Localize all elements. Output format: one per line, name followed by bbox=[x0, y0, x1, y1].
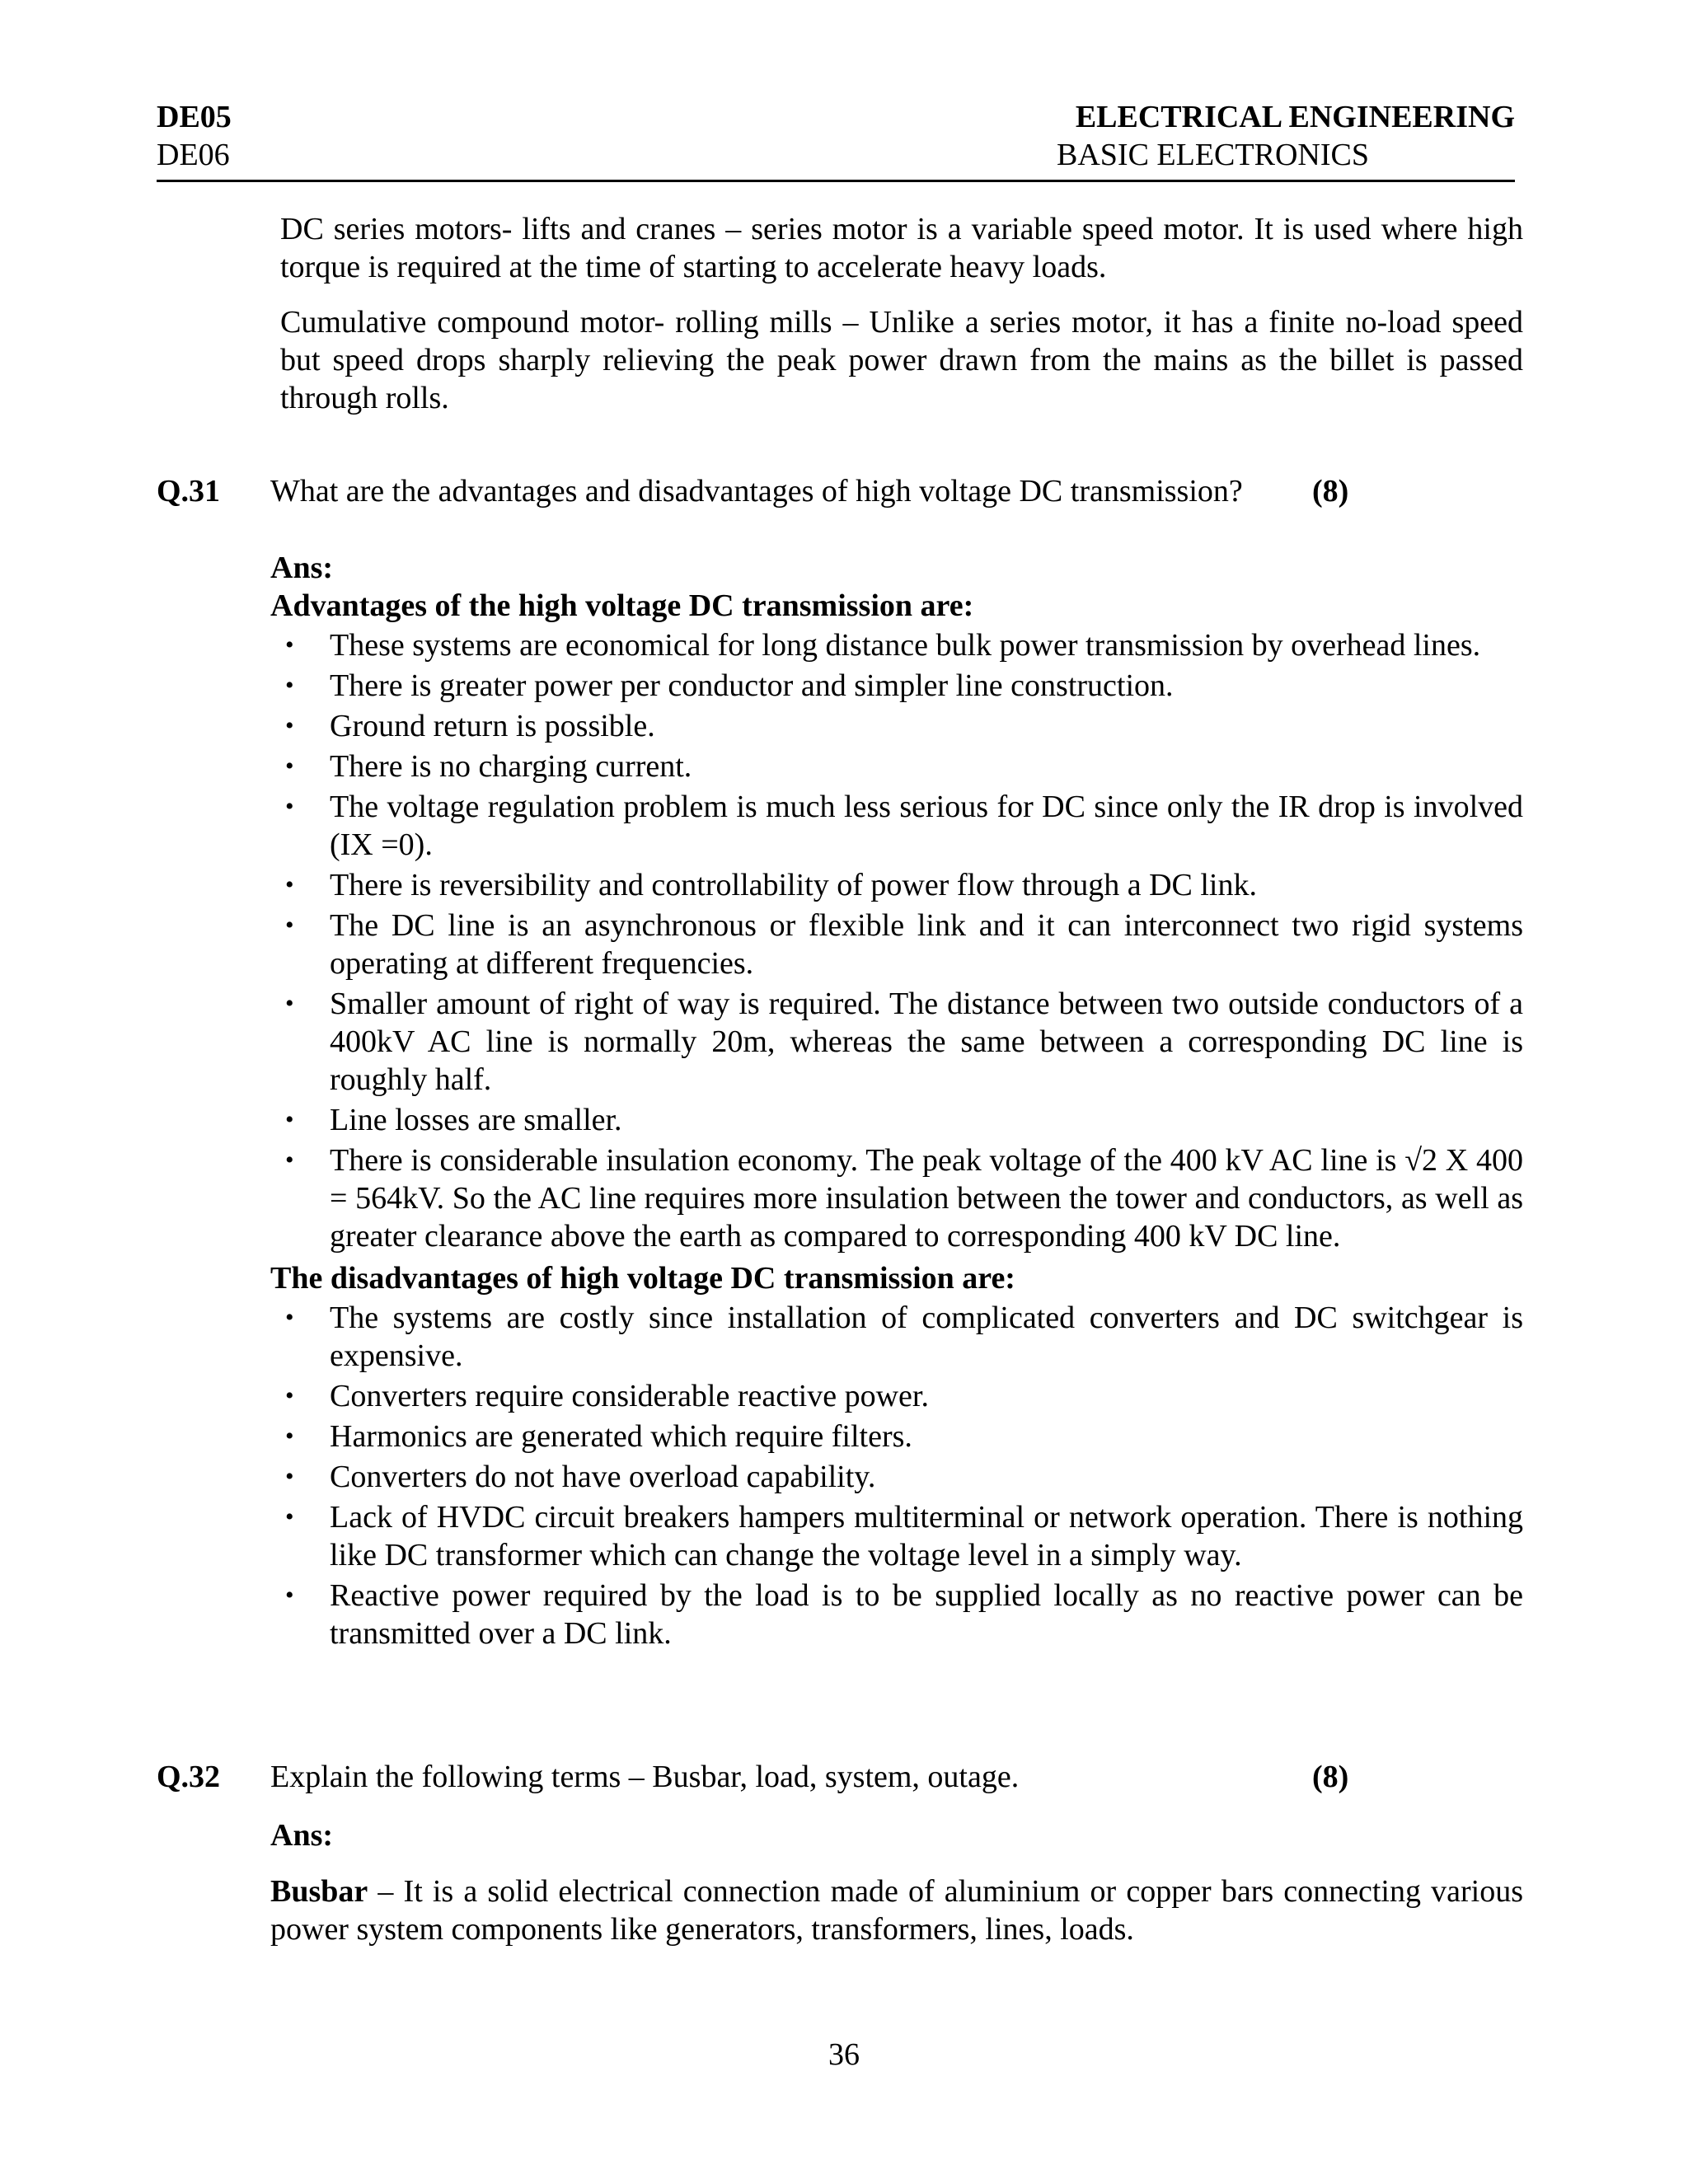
advantage-item bbox=[270, 707, 1523, 745]
busbar-definition-text: – It is a solid electrical connection made of aluminium or copper bars connecting various power system components like generators, transformers, lines, loads. bbox=[270, 1874, 1523, 1947]
advantage-item bbox=[270, 1101, 1523, 1139]
advantage-item bbox=[270, 907, 1523, 982]
disadvantage-item-text: Harmonics are generated which require filters. bbox=[330, 1419, 912, 1454]
bullet-icon: • bbox=[285, 631, 294, 658]
question-marks-32: (8) bbox=[1312, 1760, 1349, 1794]
disadvantage-item-text: Lack of HVDC circuit breakers hampers multiterminal or network operation. There is nothing like DC transformer which can change the voltage level in a simply way. bbox=[330, 1500, 1523, 1572]
subject-title: ELECTRICAL ENGINEERING bbox=[1075, 100, 1515, 134]
bullet-icon: • bbox=[285, 990, 294, 1017]
disadvantages-heading: The disadvantages of high voltage DC transmission are: bbox=[270, 1261, 1015, 1296]
disadvantage-item-text: Converters require considerable reactive power. bbox=[330, 1379, 929, 1413]
answer-label-31: Ans: bbox=[270, 551, 334, 585]
advantage-item-text: There is greater power per conductor and simpler line construction. bbox=[330, 668, 1174, 703]
disadvantage-item bbox=[270, 1458, 1523, 1496]
course-code-de05: DE05 bbox=[157, 100, 232, 134]
busbar-term: Busbar bbox=[270, 1874, 368, 1909]
page-number: 36 bbox=[828, 2037, 860, 2072]
disadvantage-item-text: Reactive power required by the load is to be supplied locally as no reactive power can be transmitted over a DC link. bbox=[330, 1578, 1523, 1651]
disadvantages-list bbox=[270, 1299, 1523, 1655]
disadvantage-item bbox=[270, 1498, 1523, 1574]
disadvantage-item-text: The systems are costly since installation of complicated converters and DC switchgear is expensive. bbox=[330, 1301, 1523, 1373]
advantage-item bbox=[270, 985, 1523, 1099]
bullet-icon: • bbox=[285, 1146, 294, 1174]
question-text-31: What are the advantages and disadvantages of high voltage DC transmission? bbox=[270, 474, 1243, 509]
advantage-item bbox=[270, 626, 1523, 664]
advantage-item bbox=[270, 667, 1523, 705]
bullet-icon: • bbox=[285, 1422, 294, 1450]
advantage-item-text: The voltage regulation problem is much less serious for DC since only the IR drop is involved (IX =0). bbox=[330, 790, 1523, 862]
bullet-icon: • bbox=[285, 871, 294, 898]
bullet-icon: • bbox=[285, 672, 294, 699]
advantage-item-text: There is no charging current. bbox=[330, 749, 692, 784]
advantage-item-text: Smaller amount of right of way is required. The distance between two outside conductors of a 400kV AC line is normally 20m, whereas the same between a corresponding DC line is roughly half. bbox=[330, 987, 1523, 1097]
advantages-heading: Advantages of the high voltage DC transmission are: bbox=[270, 588, 974, 623]
advantage-item-text: These systems are economical for long distance bulk power transmission by overhead lines. bbox=[330, 628, 1481, 663]
intro-paragraph-compound-motor: Cumulative compound motor- rolling mills – Unlike a series motor, it has a finite no-load speed but speed drops sharply relieving the peak power drawn from the mains as the billet is passed through rolls. bbox=[280, 305, 1523, 415]
bullet-icon: • bbox=[285, 1106, 294, 1133]
disadvantage-item-text: Converters do not have overload capability. bbox=[330, 1460, 876, 1494]
question-label-32: Q.32 bbox=[157, 1760, 221, 1794]
question-text-32: Explain the following terms – Busbar, load, system, outage. bbox=[270, 1760, 1020, 1794]
advantage-item bbox=[270, 748, 1523, 785]
bullet-icon: • bbox=[285, 1503, 294, 1530]
advantage-item-text: Line losses are smaller. bbox=[330, 1103, 622, 1137]
bullet-icon: • bbox=[285, 712, 294, 739]
bullet-icon: • bbox=[285, 1382, 294, 1409]
question-label-31: Q.31 bbox=[157, 474, 221, 509]
advantage-item bbox=[270, 788, 1523, 864]
advantages-list bbox=[270, 626, 1523, 1258]
advantage-item bbox=[270, 1141, 1523, 1255]
header-rule bbox=[157, 180, 1515, 182]
answer-label-32: Ans: bbox=[270, 1818, 334, 1853]
disadvantage-item bbox=[270, 1577, 1523, 1652]
bullet-icon: • bbox=[285, 1582, 294, 1609]
bullet-icon: • bbox=[285, 752, 294, 780]
disadvantage-item bbox=[270, 1299, 1523, 1375]
subject-subtitle: BASIC ELECTRONICS bbox=[1057, 138, 1369, 172]
bullet-icon: • bbox=[285, 1304, 294, 1331]
busbar-definition bbox=[270, 1872, 1523, 1948]
advantage-item-text: There is considerable insulation economy. The peak voltage of the 400 kV AC line is √2 X 400 = 564kV. So the AC line requires more insulation between the tower and conductors, as well as greater clearance above the earth as compared to corresponding 400 kV DC line. bbox=[330, 1143, 1523, 1254]
advantage-item-text: There is reversibility and controllability of power flow through a DC link. bbox=[330, 868, 1257, 902]
intro-paragraph-series-motors: DC series motors- lifts and cranes – series motor is a variable speed motor. It is used where high torque is required at the time of starting to accelerate heavy loads. bbox=[280, 212, 1523, 284]
bullet-icon: • bbox=[285, 912, 294, 939]
advantage-item bbox=[270, 866, 1523, 904]
course-code-de06: DE06 bbox=[157, 138, 230, 172]
advantage-item-text: Ground return is possible. bbox=[330, 709, 655, 743]
question-marks-31: (8) bbox=[1312, 474, 1349, 509]
disadvantage-item bbox=[270, 1418, 1523, 1455]
advantage-item-text: The DC line is an asynchronous or flexible link and it can interconnect two rigid systems operating at different frequencies. bbox=[330, 908, 1523, 981]
bullet-icon: • bbox=[285, 793, 294, 820]
disadvantage-item bbox=[270, 1377, 1523, 1415]
bullet-icon: • bbox=[285, 1463, 294, 1490]
